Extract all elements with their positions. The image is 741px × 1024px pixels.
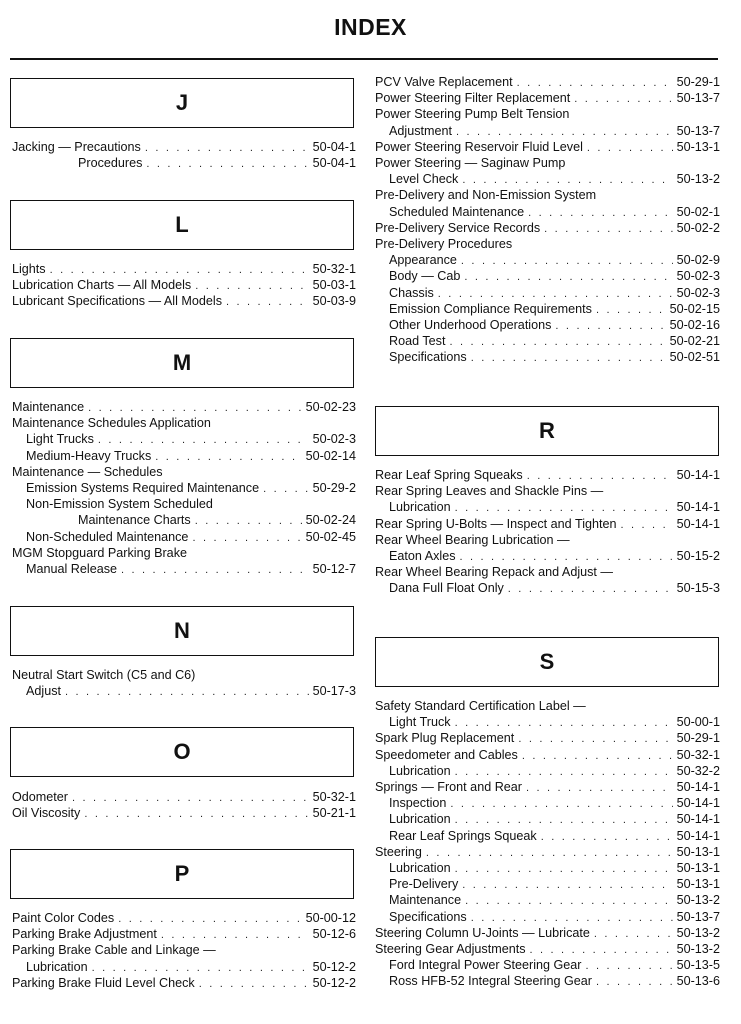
entry-topic: Steering (375, 844, 422, 859)
section-letter-j: J (10, 78, 354, 128)
entry-page-number: 50-00-12 (305, 911, 356, 925)
section-letter-o: O (10, 727, 354, 777)
entry-topic: PCV Valve Replacement (375, 75, 513, 89)
entry-topic: Specifications (389, 350, 467, 365)
index-entry (26, 683, 356, 699)
dot-leader (555, 318, 665, 334)
entry-topic: Lubrication (389, 861, 451, 875)
entry-topic: Rear Wheel Bearing Lubrication — (375, 532, 570, 547)
entry-page-number: 50-32-1 (676, 747, 720, 762)
entry-topic: Scheduled Maintenance (389, 204, 525, 219)
index-entry (389, 285, 720, 301)
entry-page-number: 50-03-1 (312, 278, 356, 293)
entry-topic: Spark Plug Replacement (375, 731, 515, 746)
title-rule (10, 58, 718, 60)
index-entry (389, 317, 720, 333)
entry-topic: Rear Leaf Springs Squeak (389, 828, 537, 843)
entry-page-number: 50-13-5 (676, 958, 720, 973)
index-entry (389, 499, 720, 515)
entry-topic: Lubrication (389, 763, 451, 778)
entry-page-number: 50-02-2 (676, 220, 720, 235)
entry-topic: Lubrication (389, 812, 451, 827)
entry-topic: Neutral Start Switch (C5 and C6) (12, 668, 196, 682)
index-entry (12, 277, 356, 293)
dot-leader (544, 221, 672, 237)
dot-leader (50, 262, 309, 278)
index-entry (375, 844, 720, 860)
index-entry (12, 464, 356, 480)
section-letter-m: M (10, 338, 354, 388)
entry-page-number: 50-02-3 (676, 269, 720, 284)
entry-page-number: 50-32-1 (312, 790, 356, 804)
index-entry (389, 548, 720, 564)
dot-leader (471, 910, 673, 926)
dot-leader (84, 806, 308, 822)
entry-topic: Maintenance (12, 400, 85, 414)
entry-topic: Adjust (26, 684, 62, 699)
entry-topic: Manual Release (26, 562, 118, 576)
entry-topic: Maintenance Charts (78, 513, 191, 528)
entry-page-number: 50-02-24 (305, 513, 356, 528)
index-entry (389, 973, 720, 989)
index-entry (78, 512, 356, 528)
entry-topic: Rear Spring U-Bolts — Inspect and Tighten (375, 516, 617, 531)
entry-page-number: 50-13-2 (676, 893, 720, 908)
index-entry (389, 860, 720, 876)
entry-page-number: 50-02-3 (676, 285, 720, 300)
index-entry (389, 763, 720, 779)
entry-page-number: 50-29-1 (676, 75, 720, 89)
entry-page-number: 50-00-1 (676, 715, 720, 730)
index-entry (389, 123, 720, 139)
entry-topic: Specifications (389, 909, 467, 924)
entry-topic: Dana Full Float Only (389, 581, 504, 596)
section-letter-n: N (10, 606, 354, 656)
index-entry (26, 431, 356, 447)
index-entry (389, 795, 720, 811)
entry-topic: Rear Spring Leaves and Shackle Pins — (375, 484, 604, 499)
entry-topic: Steering Gear Adjustments (375, 942, 526, 956)
index-entry (26, 448, 356, 464)
entry-topic: Pre-Delivery and Non-Emission System (375, 188, 597, 203)
entry-page-number: 50-03-9 (312, 294, 356, 309)
dot-leader (508, 581, 673, 597)
entry-topic: Inspection (389, 796, 447, 811)
entry-topic: Oil Viscosity (12, 806, 81, 821)
index-entry (12, 975, 356, 991)
entry-topic: Power Steering — Saginaw Pump (375, 156, 566, 170)
index-entry (389, 909, 720, 925)
dot-leader (161, 927, 309, 943)
entry-page-number: 50-14-1 (676, 468, 720, 482)
index-entry (375, 106, 720, 122)
index-entry (26, 959, 356, 975)
dot-leader (195, 278, 308, 294)
index-entry (375, 155, 720, 171)
dot-leader (450, 796, 672, 812)
entry-topic: Medium-Heavy Trucks (26, 448, 152, 463)
entry-topic: Emission Compliance Requirements (389, 301, 592, 316)
dot-leader (464, 269, 672, 285)
index-entry (389, 204, 720, 220)
entry-page-number: 50-12-6 (312, 927, 356, 942)
dot-leader (88, 400, 301, 416)
entry-topic: Pre-Delivery (389, 877, 459, 892)
dot-leader (118, 911, 301, 927)
entry-topic: Steering Column U-Joints — Lubricate (375, 925, 590, 940)
entry-topic: Parking Brake Cable and Linkage — (12, 943, 216, 958)
entry-page-number: 50-14-1 (676, 500, 720, 515)
entry-topic: Power Steering Pump Belt Tension (375, 107, 570, 122)
dot-leader (594, 926, 673, 942)
index-entry (375, 139, 720, 155)
entry-topic: Emission Systems Required Maintenance (26, 481, 260, 495)
entry-page-number: 50-02-9 (676, 253, 720, 268)
index-entry (389, 580, 720, 596)
index-entry (12, 261, 356, 277)
dot-leader (528, 205, 672, 221)
entry-page-number: 50-02-16 (669, 318, 720, 332)
index-entry (375, 941, 720, 957)
dot-leader (455, 764, 673, 780)
entry-topic: Odometer (12, 790, 68, 804)
index-entry (389, 811, 720, 827)
entry-topic: Light Trucks (26, 432, 94, 447)
index-entry (12, 139, 356, 155)
dot-leader (471, 350, 666, 366)
entry-page-number: 50-13-2 (676, 925, 720, 940)
entry-topic: Ford Integral Power Steering Gear (389, 958, 582, 973)
entry-topic: Level Check (389, 172, 459, 187)
index-entry (389, 252, 720, 268)
entry-page-number: 50-02-51 (669, 350, 720, 365)
entry-page-number: 50-04-1 (312, 140, 356, 154)
dot-leader (92, 960, 309, 976)
dot-leader (199, 976, 309, 992)
dot-leader (460, 549, 673, 565)
entry-topic: Springs — Front and Rear (375, 780, 522, 794)
index-entry (375, 564, 720, 580)
index-entry (389, 957, 720, 973)
entry-topic: Maintenance (389, 893, 462, 908)
entry-page-number: 50-32-1 (312, 262, 356, 276)
index-entry (12, 293, 356, 309)
entry-page-number: 50-14-1 (676, 812, 720, 827)
dot-leader (121, 562, 309, 578)
dot-leader (574, 91, 672, 107)
dot-leader (263, 481, 308, 497)
index-entry (375, 483, 720, 499)
entry-topic: Paint Color Codes (12, 911, 115, 925)
dot-leader (455, 500, 673, 516)
dot-leader (586, 958, 673, 974)
index-entry (375, 925, 720, 941)
entry-topic: Lubrication (26, 959, 88, 974)
entry-page-number: 50-13-6 (676, 974, 720, 989)
dot-leader (587, 140, 673, 156)
entry-page-number: 50-15-3 (676, 581, 720, 596)
dot-leader (526, 780, 673, 796)
entry-topic: Eaton Axles (389, 549, 456, 563)
index-entry (12, 910, 356, 926)
index-entry (375, 516, 720, 532)
index-entry (12, 667, 356, 683)
dot-leader (145, 140, 309, 156)
entry-page-number: 50-21-1 (312, 806, 356, 821)
entry-page-number: 50-32-2 (676, 763, 720, 778)
index-entry (375, 74, 720, 90)
dot-leader (195, 513, 302, 529)
entry-page-number: 50-12-2 (312, 959, 356, 974)
entry-page-number: 50-13-7 (676, 91, 720, 106)
index-entry (375, 532, 720, 548)
entry-topic: Rear Wheel Bearing Repack and Adjust — (375, 565, 614, 580)
index-entry (26, 496, 356, 512)
dot-leader (596, 974, 673, 990)
entry-page-number: 50-29-2 (312, 481, 356, 495)
entry-topic: Other Underhood Operations (389, 318, 552, 332)
index-entry (12, 942, 356, 958)
dot-leader (456, 124, 673, 140)
entry-topic: MGM Stopguard Parking Brake (12, 545, 187, 560)
entry-page-number: 50-02-14 (305, 448, 356, 463)
entry-topic: Maintenance Schedules Application (12, 416, 211, 431)
dot-leader (517, 75, 673, 91)
entry-page-number: 50-02-45 (305, 529, 356, 544)
entry-page-number: 50-29-1 (676, 731, 720, 746)
entry-page-number: 50-14-1 (676, 828, 720, 843)
entry-page-number: 50-14-1 (676, 796, 720, 811)
index-entry (375, 187, 720, 203)
entry-page-number: 50-13-7 (676, 909, 720, 924)
entry-topic: Adjustment (389, 123, 452, 138)
entry-topic: Maintenance — Schedules (12, 464, 163, 479)
entry-topic: Appearance (389, 253, 457, 268)
index-entry (375, 698, 720, 714)
entry-page-number: 50-04-1 (312, 156, 356, 171)
dot-leader (98, 432, 309, 448)
entry-page-number: 50-13-2 (676, 172, 720, 187)
section-letter-r: R (375, 406, 719, 456)
dot-leader (449, 334, 665, 350)
entry-page-number: 50-14-1 (676, 516, 720, 531)
index-entry (375, 779, 720, 795)
entry-topic: Light Truck (389, 715, 451, 730)
index-entry (389, 333, 720, 349)
entry-page-number: 50-02-15 (669, 301, 720, 316)
dot-leader (226, 294, 309, 310)
entry-page-number: 50-02-23 (305, 400, 356, 414)
entry-page-number: 50-13-1 (676, 139, 720, 154)
index-entry (12, 926, 356, 942)
dot-leader (518, 731, 672, 747)
entry-topic: Lubrication (389, 500, 451, 515)
entry-page-number: 50-13-1 (676, 877, 720, 892)
entry-page-number: 50-17-3 (312, 684, 356, 699)
dot-leader (465, 893, 672, 909)
dot-leader (146, 156, 308, 172)
index-entry (12, 805, 356, 821)
dot-leader (155, 449, 301, 465)
index-entry (389, 171, 720, 187)
entry-topic: Safety Standard Certification Label — (375, 699, 586, 713)
index-entry (26, 561, 356, 577)
index-entry (26, 529, 356, 545)
entry-page-number: 50-13-1 (676, 844, 720, 859)
index-entry (389, 349, 720, 365)
index-entry (375, 467, 720, 483)
index-entry (389, 301, 720, 317)
index-entry (12, 789, 356, 805)
dot-leader (522, 748, 673, 764)
index-entry (389, 268, 720, 284)
page-title: INDEX (334, 14, 407, 40)
dot-leader (530, 942, 673, 958)
index-entry (389, 876, 720, 892)
index-entry (375, 236, 720, 252)
dot-leader (462, 172, 672, 188)
dot-leader (438, 286, 673, 302)
index-entry (375, 730, 720, 746)
index-entry (389, 828, 720, 844)
dot-leader (426, 845, 673, 861)
entry-page-number: 50-13-7 (676, 123, 720, 138)
entry-page-number: 50-13-1 (676, 861, 720, 875)
dot-leader (455, 861, 673, 877)
section-letter-l: L (10, 200, 354, 250)
entry-page-number: 50-15-2 (676, 549, 720, 563)
index-entry (389, 892, 720, 908)
index-entry (375, 220, 720, 236)
dot-leader (596, 302, 666, 318)
entry-topic: Power Steering Reservoir Fluid Level (375, 139, 583, 154)
index-entry (12, 399, 356, 415)
index-entry (375, 747, 720, 763)
dot-leader (621, 517, 673, 533)
entry-topic: Speedometer and Cables (375, 747, 518, 762)
entry-topic: Non-Emission System Scheduled (26, 497, 213, 512)
entry-page-number: 50-12-7 (312, 562, 356, 576)
entry-page-number: 50-02-21 (669, 334, 720, 349)
entry-page-number: 50-13-2 (676, 942, 720, 956)
dot-leader (541, 829, 673, 845)
entry-topic: Parking Brake Fluid Level Check (12, 975, 195, 990)
entry-topic: Ross HFB-52 Integral Steering Gear (389, 974, 592, 989)
entry-topic: Procedures (78, 156, 143, 171)
entry-topic: Lubricant Specifications — All Models (12, 294, 222, 309)
entry-topic: Non-Scheduled Maintenance (26, 529, 189, 544)
entry-topic: Pre-Delivery Service Records (375, 220, 541, 235)
entry-page-number: 50-02-3 (312, 432, 356, 447)
entry-page-number: 50-02-1 (676, 204, 720, 219)
entry-topic: Road Test (389, 334, 446, 349)
entry-page-number: 50-12-2 (312, 975, 356, 990)
entry-topic: Power Steering Filter Replacement (375, 91, 571, 106)
dot-leader (527, 468, 673, 484)
dot-leader (462, 877, 672, 893)
dot-leader (65, 684, 309, 700)
dot-leader (455, 812, 673, 828)
entry-page-number: 50-14-1 (676, 780, 720, 794)
index-entry (12, 415, 356, 431)
dot-leader (461, 253, 673, 269)
entry-topic: Pre-Delivery Procedures (375, 237, 513, 251)
entry-topic: Chassis (389, 285, 434, 300)
entry-topic: Jacking — Precautions (12, 140, 141, 154)
section-letter-p: P (10, 849, 354, 899)
index-entry (26, 480, 356, 496)
index-entry (78, 155, 356, 171)
index-entry (389, 714, 720, 730)
entry-topic: Rear Leaf Spring Squeaks (375, 468, 523, 482)
entry-topic: Lubrication Charts — All Models (12, 278, 192, 293)
section-letter-s: S (375, 637, 719, 687)
dot-leader (72, 790, 309, 806)
index-entry (12, 545, 356, 561)
dot-leader (192, 530, 301, 546)
entry-topic: Body — Cab (389, 269, 461, 284)
index-entry (375, 90, 720, 106)
dot-leader (455, 715, 673, 731)
entry-topic: Parking Brake Adjustment (12, 927, 157, 942)
entry-topic: Lights (12, 262, 46, 276)
